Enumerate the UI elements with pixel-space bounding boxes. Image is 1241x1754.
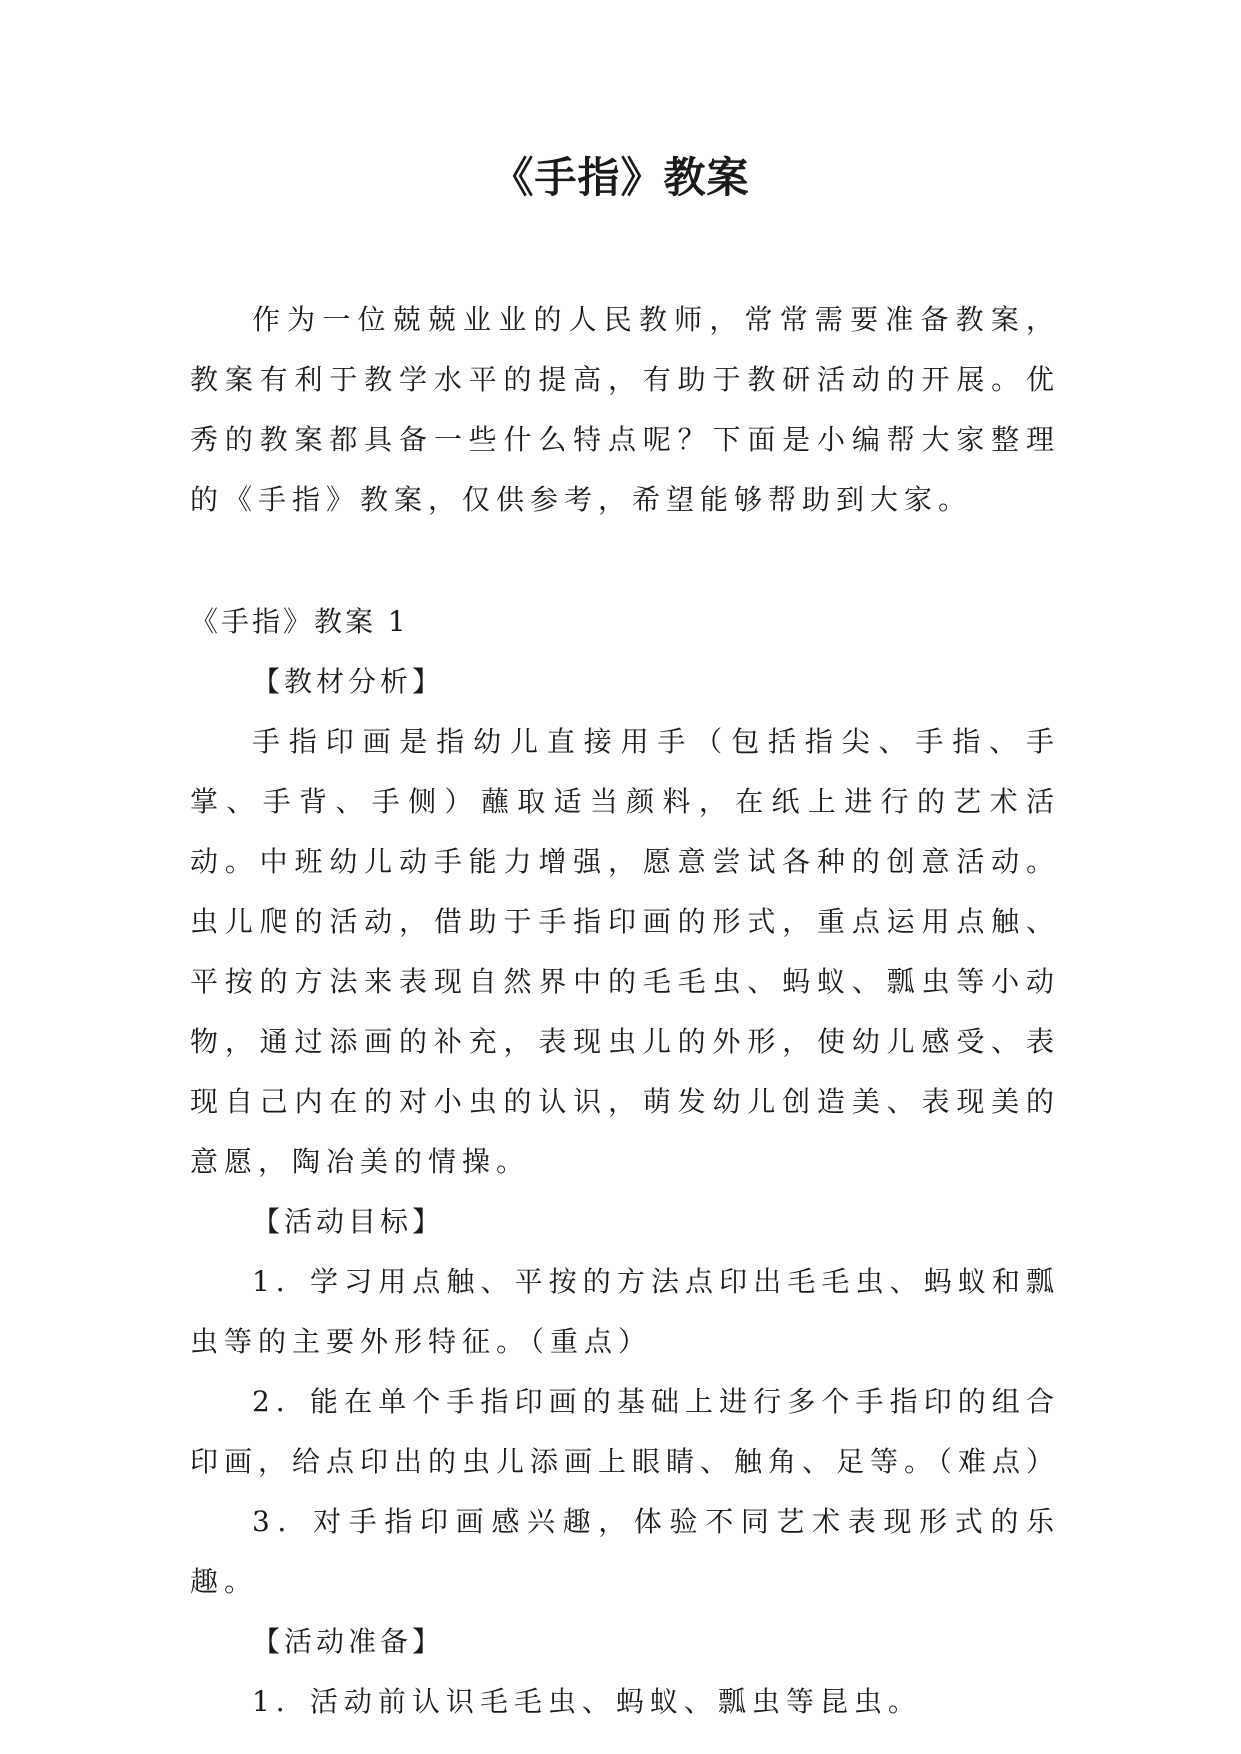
intro-paragraph: 作为一位兢兢业业的人民教师，常常需要准备教案，教案有利于教学水平的提高，有助于教研活动的开展。优秀的教案都具备一些什么特点呢？下面是小编帮大家整理的《手指》教案，仅供参考，希望能够帮助到大家。 xyxy=(190,303,1060,516)
preparation-item-1: 1．活动前认识毛毛虫、蚂蚁、瓢虫等昆虫。 xyxy=(252,1685,922,1718)
goal-item-1: 1．学习用点触、平按的方法点印出毛毛虫、蚂蚁和瓢虫等的主要外形特征。（重点） xyxy=(190,1265,1060,1358)
goal-item-2: 2．能在单个手指印画的基础上进行多个手指印的组合印画，给点印出的虫儿添画上眼睛、触角、足等。（难点） xyxy=(190,1385,1061,1478)
heading-activity-preparation: 【活动准备】 xyxy=(252,1625,445,1658)
section-gap xyxy=(190,530,1060,592)
goal-item-3: 3．对手指印画感兴趣，体验不同艺术表现形式的乐趣。 xyxy=(190,1505,1060,1598)
document-body xyxy=(190,290,1060,1732)
heading-material-analysis: 【教材分析】 xyxy=(252,665,445,698)
paragraph-material-analysis: 手指印画是指幼儿直接用手（包括指尖、手指、手掌、手背、手侧）蘸取适当颜料，在纸上进行的艺术活动。中班幼儿动手能力增强，愿意尝试各种的创意活动。虫儿爬的活动，借助于手指印画的形式，重点运用点触、平按的方法来表现自然界中的毛毛虫、蚂蚁、瓢虫等小动物，通过添画的补充，表现虫儿的外形，使幼儿感受、表现自己内在的对小虫的认识，萌发幼儿创造美、表现美的意愿，陶冶美的情操。 xyxy=(190,725,1060,1178)
section-title: 《手指》教案 1 xyxy=(190,605,409,638)
heading-activity-goals: 【活动目标】 xyxy=(252,1205,445,1238)
document-title: 《手指》教案 xyxy=(491,153,750,202)
